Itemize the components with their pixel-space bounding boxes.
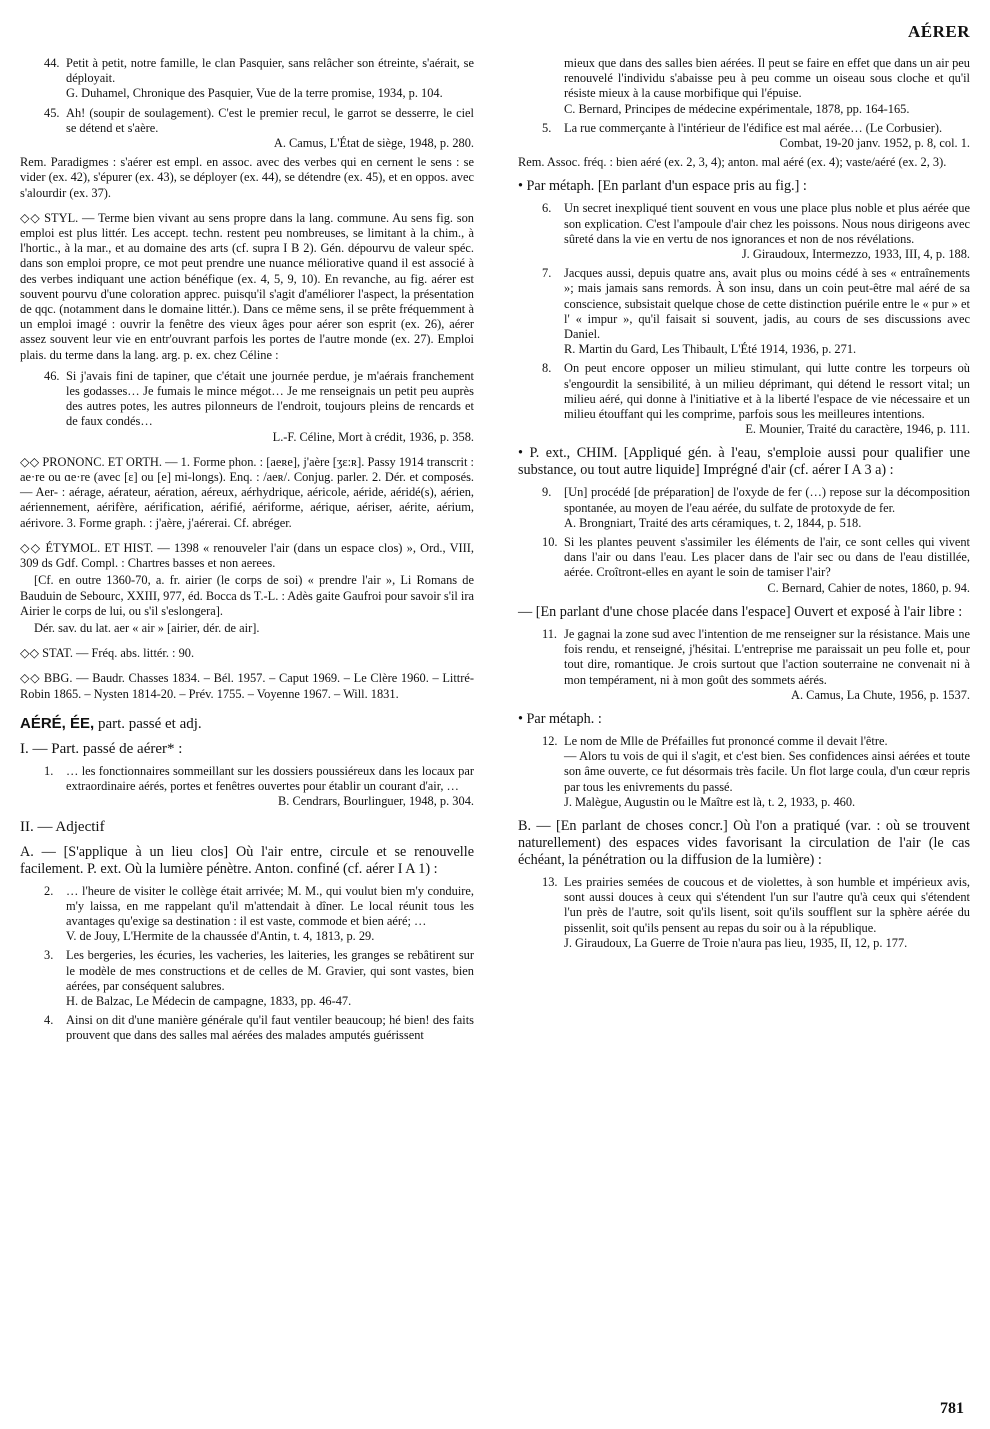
definition-B: B. — [En parlant de choses concr.] Où l'on a pratiqué (var. : où se trouvent naturellement) des espaces vides favorisant la circulation de l'air (le cas échéant, la pénétration ou la diffusion de la lumière) : xyxy=(518,817,970,868)
section-etymol: ◇◇ ÉTYMOL. ET HIST. — 1398 « renouveler l'air (dans un espace clos) », Ord., VIII, 309 ds Gdf. Compl. : Chartres basses et non aerees. xyxy=(20,540,474,571)
division-I: I. — Part. passé de aérer* : xyxy=(20,740,183,757)
example-44 xyxy=(20,56,474,102)
example-text: mieux que dans des salles bien aérées. Il peut se faire en effet que dans un air peu renouvelé l'individu s'abaisse peu à peu comme un oiseau sous cloche et qu'il résiste mieux à la cause morbifique qui l'épuise. xyxy=(564,56,970,101)
example-number: 13. xyxy=(542,874,558,889)
example-1 xyxy=(20,764,474,810)
example-12 xyxy=(518,734,970,810)
section-prononc: ◇◇ PRONONC. ET ORTH. — 1. Forme phon. : [aeʀe], j'aère [ʒɛ:ʀ]. Passy 1914 transcrit : ae·re ou ɑe·re (avec [ɛ] ou [e] mi-longs). Enq. : /aeʀ/. Conjug. parler. 2. Dér. et composés. — Aer- : aérage, aérateur, aération, aéreux, aérhydrique, aéricole, aéride, aéridé(s), aérien, aériennement, aérifère, aérification, aérifié, aériforme, aérique, aériser, aérite, aérium, aérivore. 3. Forme graph. : j'aère, j'aérerai. Cf. abréger. xyxy=(20,454,474,530)
remark-paradigmes: Rem. Paradigmes : s'aérer est empl. en assoc. avec des verbes qui en cernent le sens : se vider (ex. 42), s'épurer (ex. 43), se déployer (ex. 44), se détendre (ex. 45), et en oppos. avec s'alourdir (ex. 37). xyxy=(20,155,474,200)
example-5 xyxy=(518,121,970,151)
page-number: 781 xyxy=(940,1400,964,1417)
subsense-chim: • P. ext., CHIM. [Appliqué gén. à l'eau, s'emploie aussi pour qualifier une substance, ou tout autre liquide] Imprégné d'air (cf. aérer I A 3 a) : xyxy=(518,445,970,479)
example-6 xyxy=(518,201,970,262)
example-text: Le nom de Mlle de Préfailles fut prononcé comme il devait l'être. xyxy=(564,733,888,748)
example-text-dialogue: — Alors tu vois de qui il s'agit, et c'est bien. Ses confidences ainsi aérées et toute son âme ouverte, ce fut désormais très facile. Un flot large coula, d'un cœur repris par tous les enivrements du passé. xyxy=(564,749,970,794)
example-text: Les prairies semées de coucous et de violettes, à son humble et impérieux avis, sont aussi douces à ceux qui s'étendent l'un sur l'autre qu'à ceux qui s'étendent l'un près de l'autre, soit qu'ils lisent, soit qu'ils soufflent sur la sphère aérée du pissenlit, soit qu'ils pensent au repas du soir ou à la république. xyxy=(564,874,970,935)
example-7 xyxy=(518,266,970,357)
definition-A: A. — [S'applique à un lieu clos] Où l'air entre, circule et se renouvelle facilement. P. ext. Où la lumière pénètre. Anton. confiné (cf. aérer I A 1) : xyxy=(20,843,474,877)
example-10 xyxy=(518,535,970,596)
example-source: V. de Jouy, L'Hermite de la chaussée d'Antin, t. 4, 1813, p. 29. xyxy=(66,929,375,944)
subsense-chose: — [En parlant d'une chose placée dans l'espace] Ouvert et exposé à l'air libre : xyxy=(518,603,963,620)
example-number: 10. xyxy=(542,535,558,550)
example-source: A. Camus, La Chute, 1956, p. 1537. xyxy=(791,687,970,702)
example-source: G. Duhamel, Chronique des Pasquier, Vue de la terre promise, 1934, p. 104. xyxy=(66,86,443,101)
example-text: Les bergeries, les écuries, les vacheries, les laiteries, les granges se rebâtirent sur le modèle de mes constructions et de celles de M. Gravier, qui sont vastes, bien aérées, par conséquent salubres. xyxy=(66,948,474,993)
example-45 xyxy=(20,106,474,152)
example-number: 4. xyxy=(44,1013,54,1028)
example-text: Jacques aussi, depuis quatre ans, avait plus ou moins cédé à ses « entraînements »; mais jamais sans remords. À son insu, dans un coin peut-être mal aéré de sa conscience, subsistait quelque chose de cette distinction puérile entre le « pur » et l' « impur », qu'il faisait si souvent, jadis, au cours de ses discussions avec Daniel. xyxy=(564,266,970,342)
entry-headword: AÉRÉ, ÉE, xyxy=(20,714,95,732)
example-4-continued xyxy=(518,56,970,117)
subsense-metaph-2: • Par métaph. : xyxy=(518,710,602,727)
example-text: Si j'avais fini de tapiner, que c'était une journée perdue, je m'aérais franchement les godasses… Je fumais le mince mégot… Je me renseignais un petit peu auprès des autres potes, les autres pilonneurs de l'endroit, toujours pleins de rencards et de faux condés… xyxy=(66,368,474,429)
example-3 xyxy=(20,948,474,1009)
example-source: L.-F. Céline, Mort à crédit, 1936, p. 358. xyxy=(272,429,474,444)
example-source: A. Brongniart, Traité des arts céramiques, t. 2, 1844, p. 518. xyxy=(564,515,862,530)
example-number: 11. xyxy=(542,626,558,641)
section-styl: ◇◇ STYL. — Terme bien vivant au sens propre dans la lang. commune. Au sens fig. son emploi est plus littér. Les accept. techn. restent peu nombreuses, se limitant à la chim., à l'hortic., à la mar., et au domaine des arts (cf. supra I B 2). Gén. dépourvu de valeur spéc. dans son emploi propre, ce mot peut prendre une nuance méliorative quand il est associé à des verbes indiquant une action bénéfique (ex. 4, 5, 9, 10). En revanche, au fig. aérer est souvent pourvu d'une coloration apprec. puisqu'il s'agit d'améliorer l'aspect, la présentation de qqc. (notamment dans le domaine littér.). Dans ce même sens, il se prête fréquemment à un emploi imagé : ouvrir la fenêtre des vieux âges pour aérer son esprit (ex. 26), aérer assez souvent leur vie en entr'ouvrant parfois les portes de l'autre monde (ex. 27). Emploi plais. du terme dans la lang. arg. p. ex. chez Céline : xyxy=(20,210,474,362)
example-source: Combat, 19-20 janv. 1952, p. 8, col. 1. xyxy=(779,136,970,151)
running-head: AÉRER xyxy=(907,22,970,41)
example-number: 5. xyxy=(542,120,552,135)
example-number: 46. xyxy=(44,368,60,383)
example-source: R. Martin du Gard, Les Thibault, L'Été 1914, 1936, p. 271. xyxy=(564,342,857,357)
example-text: On peut encore opposer un milieu stimulant, qui lutte contre les torpeurs où s'engourdit la sensibilité, à un milieu déprimant, qui détend le ressort vital; un milieu aéré, qui donne à l'initiative et à la liberté l'espace de vie nécessaire et un milieu étouffant qui les comprime, parfois sous les meilleures intentions. xyxy=(564,361,970,422)
section-stat: ◇◇ STAT. — Fréq. abs. littér. : 90. xyxy=(20,646,195,661)
example-source: A. Camus, L'État de siège, 1948, p. 280. xyxy=(273,136,474,151)
example-number: 7. xyxy=(542,266,552,281)
example-number: 8. xyxy=(542,361,552,376)
example-number: 9. xyxy=(542,485,552,500)
example-source: C. Bernard, Principes de médecine expérimentale, 1878, pp. 164-165. xyxy=(564,101,910,116)
example-9 xyxy=(518,485,970,531)
example-source: E. Mounier, Traité du caractère, 1946, p. 111. xyxy=(745,422,970,437)
subsense-metaph: • Par métaph. [En parlant d'un espace pris au fig.] : xyxy=(518,178,807,195)
section-bbg: ◇◇ BBG. — Baudr. Chasses 1834. – Bél. 1957. – Caput 1969. – Le Clère 1960. – Littré-Robin 1865. – Nysten 1814-20. – Prév. 1755. – Voyenne 1967. – Will. 1831. xyxy=(20,671,474,701)
example-number: 1. xyxy=(44,763,54,778)
example-number: 44. xyxy=(44,56,60,70)
example-number: 45. xyxy=(44,105,60,120)
example-number: 12. xyxy=(542,733,558,748)
entry-heading xyxy=(20,716,474,732)
remark-assoc: Rem. Assoc. fréq. : bien aéré (ex. 2, 3, 4); anton. mal aéré (ex. 4); vaste/aéré (ex. 2, 3). xyxy=(518,155,947,170)
example-number: 6. xyxy=(542,201,552,216)
example-11 xyxy=(518,627,970,703)
example-text: La rue commerçante à l'intérieur de l'édifice est mal aérée… (Le Corbusier). xyxy=(564,120,943,135)
example-13 xyxy=(518,875,970,951)
example-number: 2. xyxy=(44,883,54,898)
etymol-note: [Cf. en outre 1360-70, a. fr. airier (le corps de soi) « prendre l'air », Li Romans de Bauduin de Sebourc, XXIII, 977, éd. Bocca ds T.-L. : Adès gaite Gaufroi pour savoir s'il ira Airier le corps de lui, ou s'il s'eslongera]. xyxy=(20,573,474,618)
example-text: Petit à petit, notre famille, le clan Pasquier, sans relâcher son étreinte, s'aérait, se déployait. xyxy=(66,56,474,86)
example-text: … l'heure de visiter le collège était arrivée; M. M., qui voulut bien m'y conduire, m'y laissa, en me rappelant qu'il m'attendait à dîner. Le local réunit tous les avantages qu'exige sa destination : il est vaste, commode et bien aéré; … xyxy=(66,883,474,928)
entry-pos: part. passé et adj. xyxy=(97,715,202,732)
example-source: J. Giraudoux, La Guerre de Troie n'aura pas lieu, 1935, II, 12, p. 177. xyxy=(564,935,908,950)
example-text: Si les plantes peuvent s'assimiler les éléments de l'air, ce sont celles qui vivent dans l'air ou dans l'eau. Les placer dans de l'air sec ou dans de l'eau distillée, aérée. Croîtront-elles en ayant le soin de tamiser l'air? xyxy=(564,535,970,580)
example-source: J. Malègue, Augustin ou le Maître est là, t. 2, 1933, p. 460. xyxy=(564,794,856,809)
left-column xyxy=(20,56,474,1048)
example-number: 3. xyxy=(44,948,54,963)
example-source: H. de Balzac, Le Médecin de campagne, 1833, pp. 46-47. xyxy=(66,993,352,1008)
example-source: C. Bernard, Cahier de notes, 1860, p. 94. xyxy=(767,580,970,595)
example-46 xyxy=(20,369,474,445)
right-column xyxy=(518,56,970,955)
example-text: Ainsi on dit d'une manière générale qu'il faut ventiler beaucoup; hé bien! des faits prouvent que dans des salles mal aérées des malades amputés guérissent xyxy=(66,1013,474,1043)
example-4 xyxy=(20,1013,474,1043)
example-source: B. Cendrars, Bourlinguer, 1948, p. 304. xyxy=(277,794,474,809)
example-source: J. Giraudoux, Intermezzo, 1933, III, 4, p. 188. xyxy=(741,247,970,262)
example-text: … les fonctionnaires sommeillant sur les dossiers poussiéreux dans les locaux par extraordinaire aérés, portes et fenêtres ouvertes pour établir un courant d'air, … xyxy=(66,763,474,794)
example-text: [Un] procédé [de préparation] de l'oxyde de fer (…) repose sur la décomposition spontanée, au moyen de l'eau aérée, du sulfate de protoxyde de fer. xyxy=(564,485,970,515)
etymol-derivation: Dér. sav. du lat. aer « air » [airier, dér. de air]. xyxy=(34,620,260,635)
example-8 xyxy=(518,361,970,437)
example-text: Un secret inexpliqué tient souvent en vous une place plus noble et plus aérée que son explication. C'est l'ampoule d'air chez les poissons. Nous nous dirigeons avec sûreté dans la vie en vertu de nos ignorances et non de nos révélations. xyxy=(564,201,970,246)
example-2 xyxy=(20,884,474,945)
example-text: Je gagnai la zone sud avec l'intention de me renseigner sur la résistance. Mais une fois rendu, et renseigné, j'hésitai. L'entreprise me paraissait un peu folle et, pour tout dire, romantique. Je crois surtout que l'action souterraine ne convenait ni à mon tempérament, ni à mon goût des sommets aérés. xyxy=(564,626,970,687)
example-text: Ah! (soupir de soulagement). C'est le premier recul, le garrot se desserre, le ciel se détend et s'aère. xyxy=(66,105,474,135)
division-II: II. — Adjectif xyxy=(20,818,105,835)
